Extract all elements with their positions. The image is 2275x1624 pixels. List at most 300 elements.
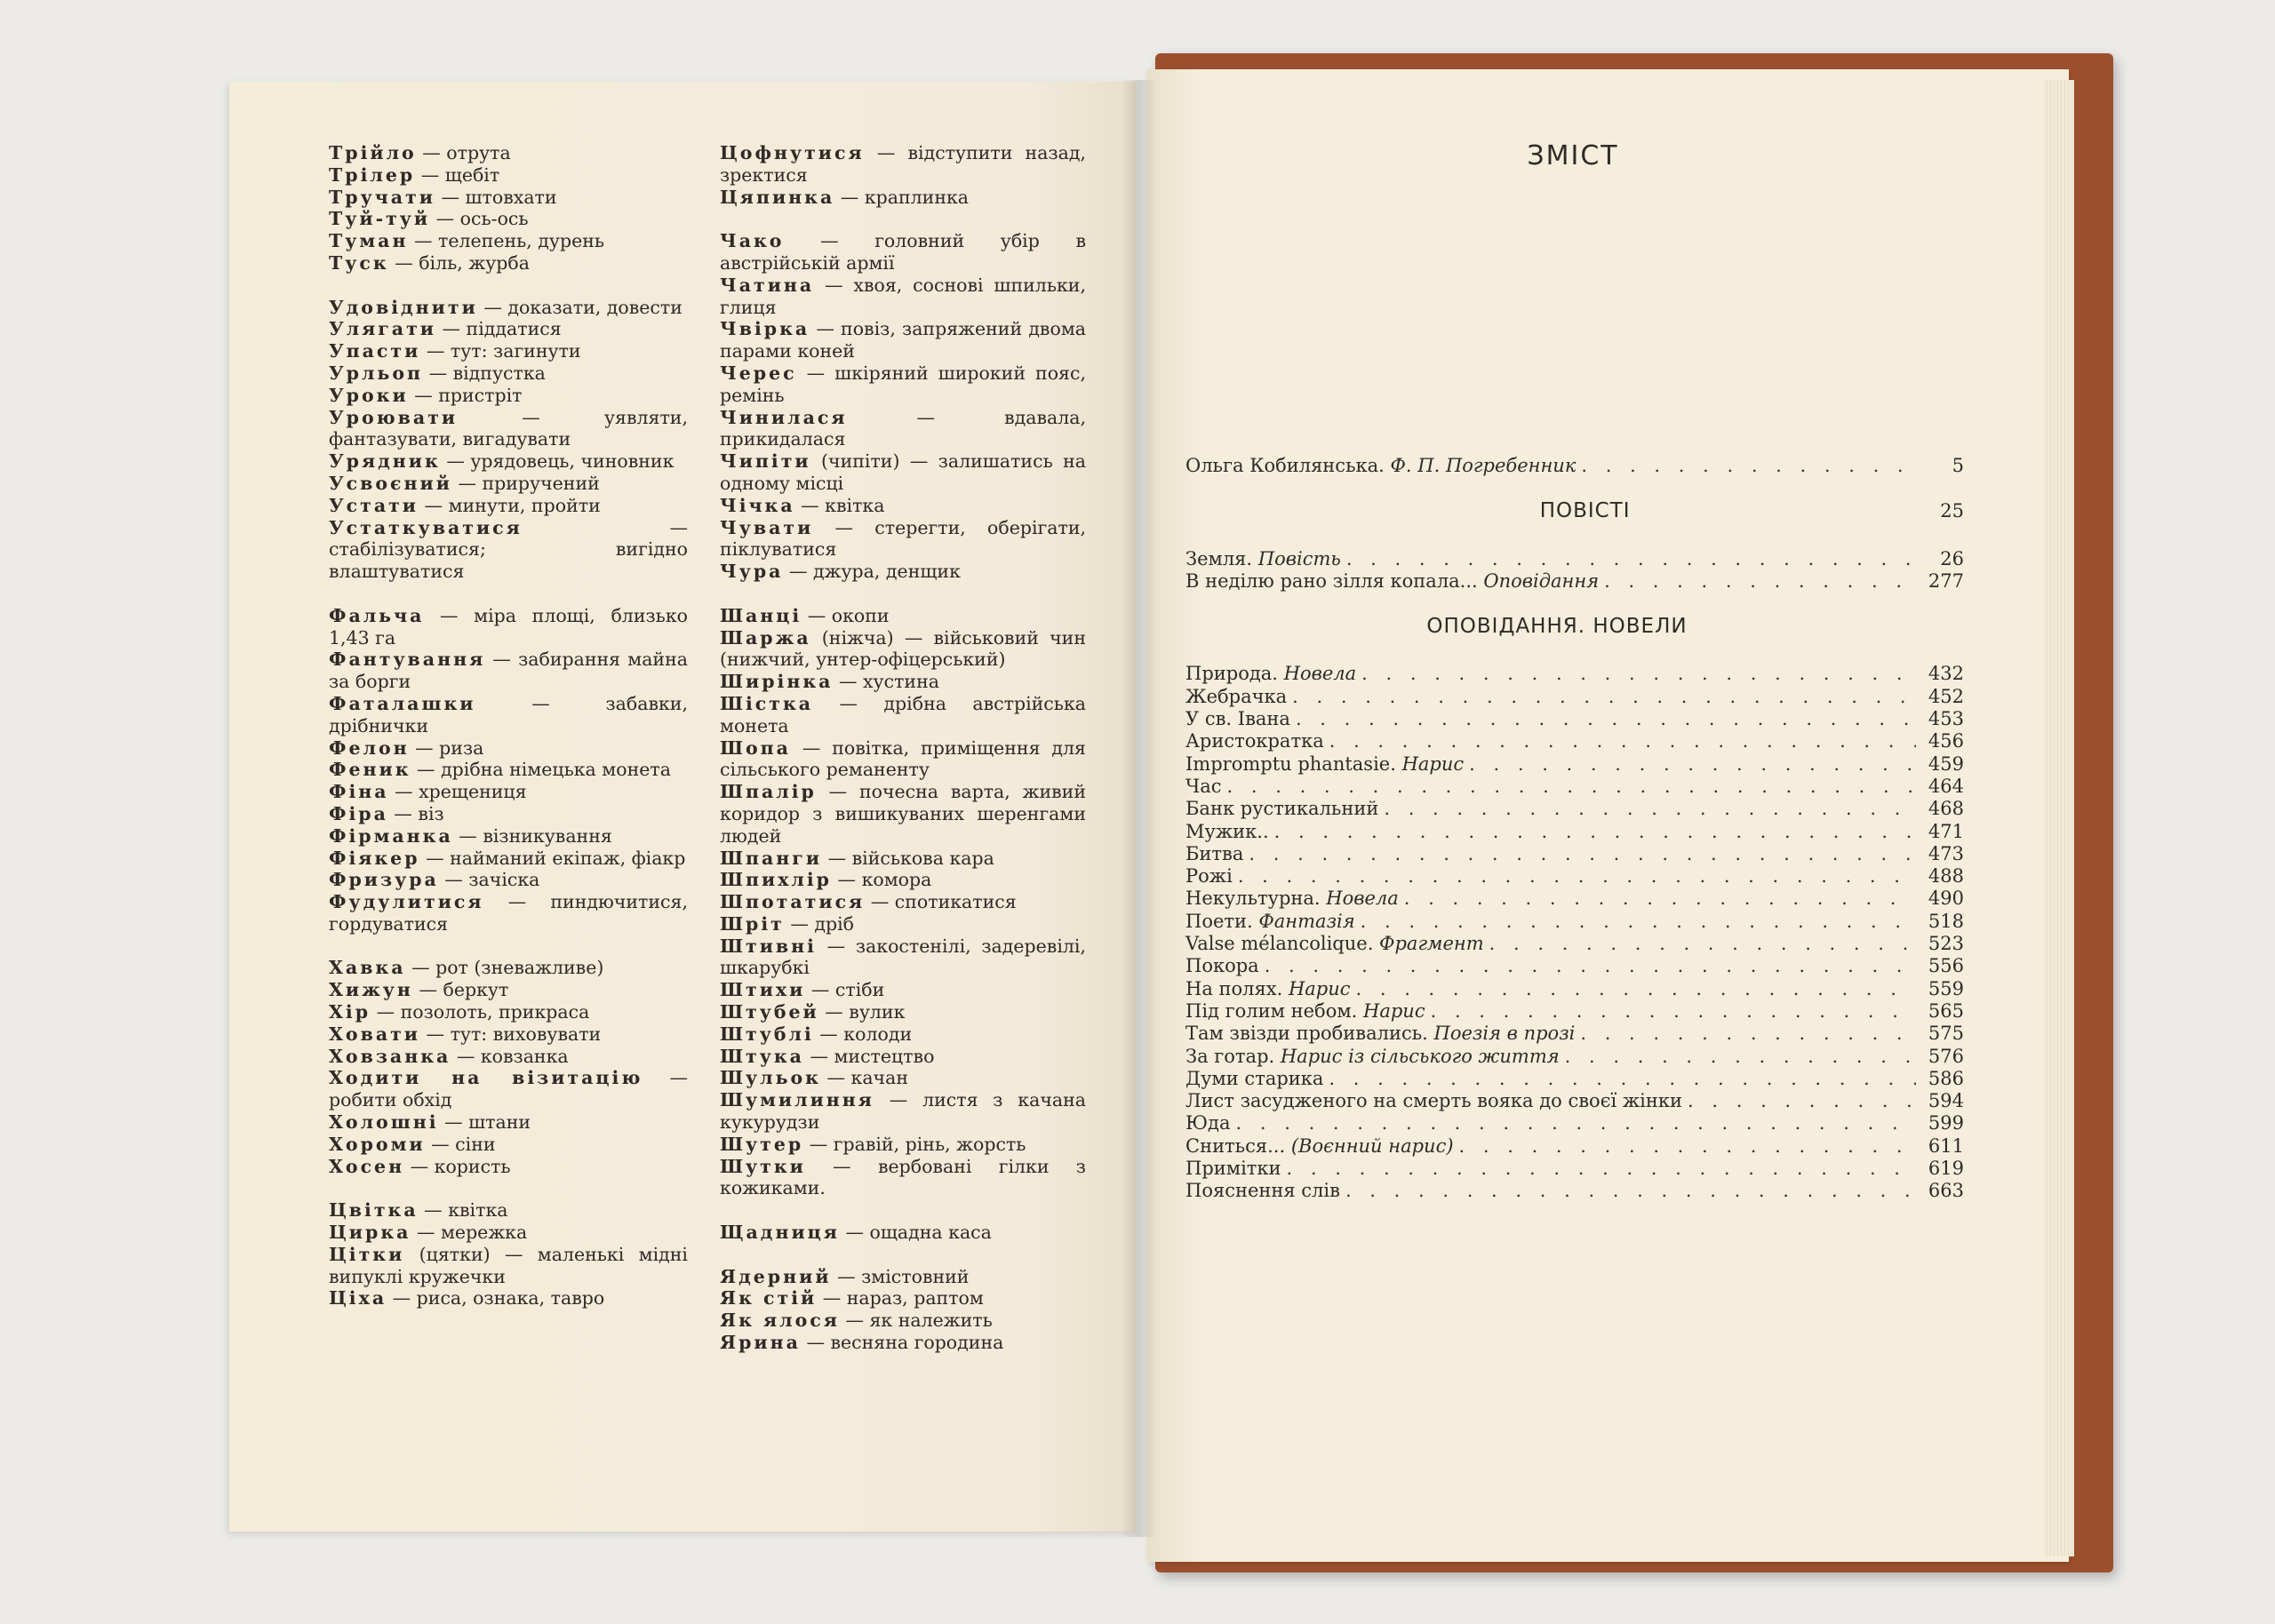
glossary-entry — [720, 848, 1086, 870]
glossary-headword: Шутер — [720, 1133, 804, 1155]
glossary-entry — [329, 187, 688, 209]
toc-page-number: 611 — [1928, 1134, 1964, 1157]
glossary-column-1 — [329, 142, 688, 1310]
glossary-definition: — стіби — [810, 979, 885, 1001]
glossary-definition: — найманий екіпаж, фіакр — [426, 847, 686, 869]
glossary-headword: Фіякер — [329, 847, 420, 869]
toc-leader-dots — [1296, 708, 1916, 730]
glossary-definition: — вулик — [825, 1001, 906, 1023]
toc-leader-dots — [1249, 843, 1916, 865]
glossary-entry — [720, 1266, 1086, 1288]
toc-entry-title: Ольга Кобилянська. Ф. П. Погребенник — [1185, 455, 1577, 476]
glossary-definition: — беркут — [419, 979, 509, 1001]
glossary-entry — [329, 957, 688, 979]
toc-leader-dots — [1361, 911, 1916, 933]
glossary-definition: — дрібна німецька монета — [417, 759, 671, 781]
glossary-headword: Чувати — [720, 516, 814, 538]
toc-page-number: 490 — [1928, 888, 1964, 910]
glossary-headword: Шпотатися — [720, 891, 866, 913]
glossary-headword: Фризура — [329, 869, 439, 891]
glossary-headword: Уроки — [329, 384, 409, 406]
toc-leader-dots — [1346, 548, 1916, 570]
glossary-definition: — відпустка — [428, 362, 546, 384]
toc-row[interactable] — [1185, 1068, 1964, 1090]
toc-leader-dots — [1236, 1112, 1916, 1134]
glossary-headword: Штука — [720, 1045, 804, 1067]
glossary-headword: Фелон — [329, 736, 410, 759]
page-edges — [2044, 80, 2074, 1556]
glossary-entry — [329, 803, 688, 825]
glossary-headword: Фіра — [329, 802, 388, 824]
toc-page-number: 471 — [1928, 820, 1964, 842]
glossary-headword: Туй-туй — [329, 208, 431, 230]
glossary-definition: — комора — [837, 869, 932, 891]
toc-entry-title: Думи старика — [1185, 1067, 1324, 1089]
glossary-entry — [720, 891, 1086, 913]
glossary-entry — [329, 1023, 688, 1046]
glossary-entry — [720, 1023, 1086, 1046]
glossary-headword: Холошні — [329, 1111, 439, 1134]
glossary-definition: (чипіти) — залишатись на одному місці — [720, 450, 1086, 494]
toc-entry-title: Битва — [1185, 842, 1244, 864]
toc-row[interactable] — [1185, 548, 1964, 570]
glossary-definition: — ось-ось — [435, 208, 529, 230]
toc-row[interactable] — [1185, 978, 1964, 1000]
contents-title: ЗМІСТ — [1527, 140, 1619, 171]
toc-page-number: 468 — [1928, 798, 1964, 820]
glossary-entry — [329, 1046, 688, 1068]
glossary-entry — [720, 1332, 1086, 1354]
toc-page-number: 5 — [1952, 455, 1964, 476]
glossary-entry — [329, 1287, 688, 1310]
toc-entry-title: Покора — [1185, 955, 1259, 977]
glossary-entry — [329, 869, 688, 891]
glossary-entry — [329, 979, 688, 1001]
toc-row[interactable] — [1185, 686, 1964, 708]
glossary-headword: Ховзанка — [329, 1045, 451, 1067]
glossary-headword: Фудулитися — [329, 891, 484, 913]
toc-page-number: 619 — [1928, 1158, 1964, 1180]
toc-entry-title: У св. Івана — [1185, 708, 1290, 730]
toc-page-number: 452 — [1928, 685, 1964, 707]
table-of-contents — [1185, 455, 1964, 1203]
glossary-definition: — квітка — [424, 1199, 508, 1222]
toc-row[interactable] — [1185, 1023, 1964, 1045]
glossary-definition: — качан — [826, 1067, 908, 1089]
toc-entry-title: Мужик.. — [1185, 820, 1269, 842]
glossary-entry — [329, 1222, 688, 1244]
toc-leader-dots — [1431, 1000, 1916, 1023]
toc-page-number: 464 — [1928, 775, 1964, 797]
glossary-entry — [720, 1156, 1086, 1200]
glossary-definition: — біль, журба — [395, 251, 530, 274]
glossary-definition: — пиндючитися, гордуватися — [329, 891, 688, 935]
toc-row[interactable] — [1185, 570, 1964, 593]
glossary-headword: Устаткуватися — [329, 516, 523, 538]
glossary-headword: Хір — [329, 1001, 371, 1023]
toc-entry-title: Земля. Повість — [1185, 547, 1341, 569]
entry-spacer — [720, 1244, 1086, 1266]
glossary-definition: — повітка, приміщення для сільського реманенту — [720, 736, 1086, 781]
glossary-entry — [329, 1156, 688, 1178]
glossary-definition: — листя з качана кукурудзи — [720, 1089, 1086, 1134]
glossary-definition: — пристріт — [414, 384, 523, 406]
toc-leader-dots — [1688, 1090, 1916, 1112]
glossary-definition: — шкіряний широкий пояс, ремінь — [720, 362, 1086, 406]
glossary-headword: Фіна — [329, 781, 389, 803]
glossary-definition: — стерегти, оберігати, піклуватися — [720, 516, 1086, 561]
glossary-entry — [720, 275, 1086, 319]
toc-row-intro[interactable] — [1185, 455, 1964, 477]
glossary-headword: Уроювати — [329, 406, 459, 428]
glossary-entry — [720, 187, 1086, 209]
toc-row[interactable] — [1185, 1112, 1964, 1134]
glossary-definition: — урядовець, чиновник — [446, 450, 675, 473]
toc-page-number: 518 — [1928, 910, 1964, 932]
glossary-definition: — отрута — [422, 142, 511, 163]
glossary-definition: — нараз, раптом — [822, 1287, 984, 1310]
glossary-entry — [329, 362, 688, 385]
glossary-headword: Шанці — [720, 604, 802, 626]
toc-row[interactable] — [1185, 1158, 1964, 1180]
glossary-headword: Ходити на візитацію — [329, 1067, 643, 1089]
toc-row[interactable] — [1185, 843, 1964, 865]
glossary-headword: Цвітка — [329, 1199, 419, 1222]
glossary-definition: — ковзанка — [456, 1045, 569, 1067]
toc-page-number: 565 — [1928, 999, 1964, 1022]
toc-entry-title: Рожі — [1185, 865, 1233, 888]
glossary-definition: — краплинка — [840, 186, 970, 208]
section-title: ПОВІСТІ — [1539, 499, 1631, 523]
glossary-definition: — вдавала, прикидалася — [720, 406, 1086, 450]
toc-row[interactable] — [1185, 865, 1964, 888]
toc-page-number: 559 — [1928, 977, 1964, 999]
glossary-headword: Чипіти — [720, 450, 811, 473]
glossary-entry — [329, 407, 688, 451]
glossary-definition: — забавки, дрібнички — [329, 692, 688, 736]
glossary-entry — [329, 891, 688, 935]
glossary-definition: — зачіска — [444, 869, 540, 891]
glossary-definition: — ощадна каса — [845, 1222, 992, 1244]
toc-row[interactable] — [1185, 1090, 1964, 1112]
glossary-entry — [329, 1067, 688, 1111]
toc-page-number: 599 — [1928, 1112, 1964, 1134]
glossary-headword: Урядник — [329, 450, 441, 473]
glossary-definition: — риса, ознака, тавро — [392, 1287, 605, 1310]
glossary-headword: Чвірка — [720, 318, 810, 340]
toc-row[interactable] — [1185, 1046, 1964, 1068]
glossary-headword: Ярина — [720, 1332, 801, 1354]
glossary-headword: Фірманка — [329, 824, 453, 847]
toc-leader-dots — [1565, 1046, 1916, 1068]
toc-entry-title: Лист засудженого на смерть вояка до своєї жінки — [1185, 1090, 1683, 1112]
glossary-entry — [720, 230, 1086, 275]
glossary-headword: Урльоп — [329, 362, 424, 384]
glossary-definition: — тут: загинути — [426, 340, 581, 362]
glossary-entry — [720, 605, 1086, 627]
entry-spacer — [329, 1177, 688, 1199]
glossary-entry — [329, 208, 688, 230]
glossary-headword: Чако — [720, 230, 785, 252]
glossary-entry — [329, 517, 688, 583]
glossary-headword: Як ялося — [720, 1310, 840, 1332]
glossary-entry — [720, 1287, 1086, 1310]
toc-row[interactable] — [1185, 888, 1964, 910]
glossary-entry — [329, 848, 688, 870]
glossary-definition: — весняна городина — [806, 1332, 1004, 1354]
toc-row[interactable] — [1185, 933, 1964, 955]
toc-leader-dots — [1329, 1068, 1916, 1090]
glossary-entry — [329, 340, 688, 362]
toc-entry-title: Сниться... (Воєнний нарис) — [1185, 1134, 1454, 1157]
toc-page-number: 26 — [1940, 547, 1964, 569]
toc-page-number: 277 — [1928, 569, 1964, 592]
toc-row[interactable] — [1185, 911, 1964, 933]
glossary-headword: Шопа — [720, 736, 791, 759]
glossary-definition: — піддатися — [442, 318, 562, 340]
glossary-entry — [329, 385, 688, 407]
glossary-headword: Шістка — [720, 692, 814, 714]
toc-entry-title: Пояснення слів — [1185, 1180, 1340, 1202]
povisti-list — [1185, 548, 1964, 593]
glossary-definition: — окопи — [807, 604, 890, 626]
glossary-entry — [720, 869, 1086, 891]
glossary-headword: Туман — [329, 230, 409, 252]
glossary-definition: — візникування — [459, 824, 612, 847]
glossary-entry — [329, 318, 688, 340]
glossary-definition: — почесна варта, живий коридор з вишикуваних шеренгами людей — [720, 781, 1086, 847]
glossary-entry — [720, 671, 1086, 693]
toc-row[interactable] — [1185, 821, 1964, 843]
glossary-entry — [720, 979, 1086, 1001]
glossary-definition: — колоди — [819, 1023, 913, 1045]
toc-entry-title: Там звізди пробивались. Поезія в прозі — [1185, 1023, 1576, 1045]
toc-row[interactable] — [1185, 663, 1964, 685]
toc-entry-title: Юда — [1185, 1112, 1231, 1134]
glossary-headword: Туск — [329, 251, 389, 274]
toc-entry-title: За готар. Нарис із сільського життя — [1185, 1045, 1560, 1067]
glossary-headword: Цяпинка — [720, 186, 835, 208]
toc-entry-title: Банк рустикальний — [1185, 798, 1379, 820]
glossary-entry — [329, 230, 688, 252]
glossary-headword: Чура — [720, 561, 784, 583]
toc-leader-dots — [1287, 1158, 1916, 1180]
glossary-definition: — забирання майна за борги — [329, 649, 688, 693]
glossary-headword: Цирка — [329, 1222, 411, 1244]
glossary-headword: Чічка — [720, 494, 795, 516]
glossary-headword: Чинилася — [720, 406, 848, 428]
toc-entry-title: Valse mélancolique. Фрагмент — [1185, 933, 1484, 955]
glossary-entry — [720, 1067, 1086, 1089]
glossary-definition: — закостенілі, задеревілі, шкарубкі — [720, 935, 1086, 979]
glossary-definition: — щебіт — [420, 163, 500, 186]
glossary-entry — [329, 825, 688, 848]
glossary-definition: — мистецтво — [810, 1045, 935, 1067]
glossary-definition: — повіз, запряжений двома парами коней — [720, 318, 1086, 362]
glossary-entry — [720, 517, 1086, 561]
toc-page-number: 594 — [1928, 1090, 1964, 1112]
glossary-entry — [329, 1134, 688, 1156]
glossary-definition: — рот (зневажливе) — [411, 957, 604, 979]
glossary-definition: — гравій, рінь, жорсть — [809, 1133, 1026, 1155]
novely-list — [1185, 663, 1964, 1202]
toc-row[interactable] — [1185, 708, 1964, 730]
glossary-headword: Тручати — [329, 186, 435, 208]
toc-leader-dots — [1581, 455, 1916, 477]
glossary-headword: Феник — [329, 759, 411, 781]
glossary-entry — [720, 1001, 1086, 1023]
glossary-headword: Удовіднити — [329, 296, 478, 318]
toc-row[interactable] — [1185, 1000, 1964, 1023]
glossary-definition: — головний убір в австрійській армії — [720, 230, 1086, 274]
toc-entry-title: На полях. Нарис — [1185, 977, 1351, 999]
toc-entry-title: Під голим небом. Нарис — [1185, 999, 1425, 1022]
glossary-headword: Хосен — [329, 1155, 405, 1177]
toc-row[interactable] — [1185, 730, 1964, 752]
toc-page-number: 456 — [1928, 730, 1964, 752]
toc-leader-dots — [1361, 663, 1916, 685]
glossary-definition: — користь — [410, 1155, 511, 1177]
glossary-headword: Шпалір — [720, 781, 817, 803]
glossary-headword: Трілер — [329, 163, 416, 186]
toc-page-number: 576 — [1928, 1045, 1964, 1067]
toc-page-number: 488 — [1928, 865, 1964, 888]
glossary-entry — [720, 495, 1086, 517]
glossary-headword: Хороми — [329, 1133, 426, 1155]
glossary-entry — [720, 407, 1086, 451]
glossary-headword: Цітки — [329, 1243, 405, 1265]
glossary-headword: Штубей — [720, 1001, 819, 1023]
glossary-headword: Упасти — [329, 340, 421, 362]
glossary-definition: — доказати, довести — [483, 296, 682, 318]
glossary-entry — [329, 693, 688, 737]
glossary-entry — [329, 649, 688, 693]
glossary-entry — [720, 693, 1086, 737]
glossary-headword: Штивні — [720, 935, 817, 957]
toc-entry-title: Час — [1185, 775, 1222, 797]
glossary-entry — [329, 781, 688, 803]
glossary-definition: — мережка — [416, 1222, 528, 1244]
glossary-definition: — військова кара — [827, 847, 994, 869]
toc-page-number: 523 — [1928, 933, 1964, 955]
toc-leader-dots — [1329, 730, 1916, 752]
glossary-entry — [720, 1046, 1086, 1068]
glossary-definition: — тут: виховувати — [426, 1023, 602, 1045]
glossary-entry — [720, 781, 1086, 847]
glossary-entry — [329, 495, 688, 517]
entry-spacer — [720, 583, 1086, 605]
toc-page-number: 473 — [1928, 842, 1964, 864]
toc-row[interactable] — [1185, 1180, 1964, 1202]
glossary-definition: — хвоя, соснові шпильки, глиця — [720, 274, 1086, 318]
glossary-definition: — спотикатися — [870, 891, 1017, 913]
glossary-entry — [720, 318, 1086, 362]
glossary-entry — [329, 1001, 688, 1023]
glossary-entry — [720, 913, 1086, 935]
glossary-headword: Як стій — [720, 1287, 818, 1310]
glossary-headword: Фантування — [329, 649, 486, 671]
glossary-definition: — хустина — [838, 671, 939, 693]
toc-leader-dots — [1580, 1023, 1916, 1045]
toc-row[interactable] — [1185, 1135, 1964, 1158]
glossary-headword: Чатина — [720, 274, 815, 296]
glossary-entry — [720, 737, 1086, 782]
toc-leader-dots — [1356, 978, 1917, 1000]
toc-row[interactable] — [1185, 955, 1964, 977]
toc-leader-dots — [1345, 1180, 1916, 1202]
glossary-entry — [329, 164, 688, 187]
glossary-headword: Черес — [720, 362, 797, 384]
glossary-headword: Шульок — [720, 1067, 821, 1089]
entry-spacer — [720, 1199, 1086, 1222]
glossary-headword: Хижун — [329, 979, 413, 1001]
glossary-definition: — позолоть, прикраса — [376, 1001, 590, 1023]
glossary-headword: Цофнутися — [720, 142, 865, 163]
glossary-definition: — міра площі, близько 1,43 га — [329, 604, 688, 649]
entry-spacer — [720, 208, 1086, 230]
glossary-headword: Фальча — [329, 604, 425, 626]
toc-entry-title: Аристократка — [1185, 730, 1324, 752]
toc-row[interactable] — [1185, 753, 1964, 776]
glossary-definition: — робити обхід — [329, 1067, 688, 1111]
toc-leader-dots — [1604, 570, 1916, 593]
section-heading-povisti — [1185, 500, 1964, 522]
glossary-definition: — квітка — [801, 494, 885, 516]
toc-page-number: 453 — [1928, 708, 1964, 730]
glossary-definition: — дріб — [790, 912, 855, 935]
toc-entry-title: Жебрачка — [1185, 685, 1288, 707]
glossary-entry — [720, 450, 1086, 495]
glossary-definition: — стабілізуватися; вигідно влаштуватися — [329, 516, 688, 583]
glossary-definition: — штовхати — [441, 186, 557, 208]
glossary-entry — [329, 297, 688, 319]
toc-row[interactable] — [1185, 798, 1964, 820]
section-heading-novely: ОПОВІДАННЯ. НОВЕЛИ — [1426, 615, 1688, 639]
glossary-entry — [720, 1222, 1086, 1244]
glossary-headword: Ядерний — [720, 1265, 832, 1287]
glossary-definition: — віз — [394, 802, 444, 824]
toc-entry-title: Примітки — [1185, 1158, 1281, 1180]
toc-leader-dots — [1489, 933, 1916, 955]
entry-spacer — [329, 583, 688, 605]
glossary-definition: — дрібна австрійська монета — [720, 692, 1086, 736]
glossary-entry — [720, 935, 1086, 980]
glossary-headword: Штублі — [720, 1023, 814, 1045]
glossary-definition: — як належить — [845, 1310, 993, 1332]
glossary-entry — [720, 1310, 1086, 1332]
glossary-entry — [329, 450, 688, 473]
glossary-definition: — хрещениця — [395, 781, 527, 803]
glossary-headword: Ширінка — [720, 671, 834, 693]
glossary-entry — [329, 605, 688, 649]
toc-page-number: 586 — [1928, 1067, 1964, 1089]
glossary-entry — [329, 737, 688, 760]
glossary-definition: — уявляти, фантазувати, вигадувати — [329, 406, 688, 450]
glossary-headword: Шпанги — [720, 847, 823, 869]
glossary-headword: Фаталашки — [329, 692, 476, 714]
toc-page-number: 575 — [1928, 1023, 1964, 1045]
toc-leader-dots — [1469, 753, 1916, 776]
glossary-headword: Шпихлір — [720, 869, 833, 891]
glossary-entry — [720, 561, 1086, 583]
toc-leader-dots — [1292, 686, 1916, 708]
glossary-entry — [720, 1134, 1086, 1156]
glossary-entry — [329, 1199, 688, 1222]
glossary-headword: Штихи — [720, 979, 806, 1001]
toc-leader-dots — [1265, 955, 1916, 977]
toc-row[interactable] — [1185, 776, 1964, 798]
glossary-headword: Шріт — [720, 912, 785, 935]
